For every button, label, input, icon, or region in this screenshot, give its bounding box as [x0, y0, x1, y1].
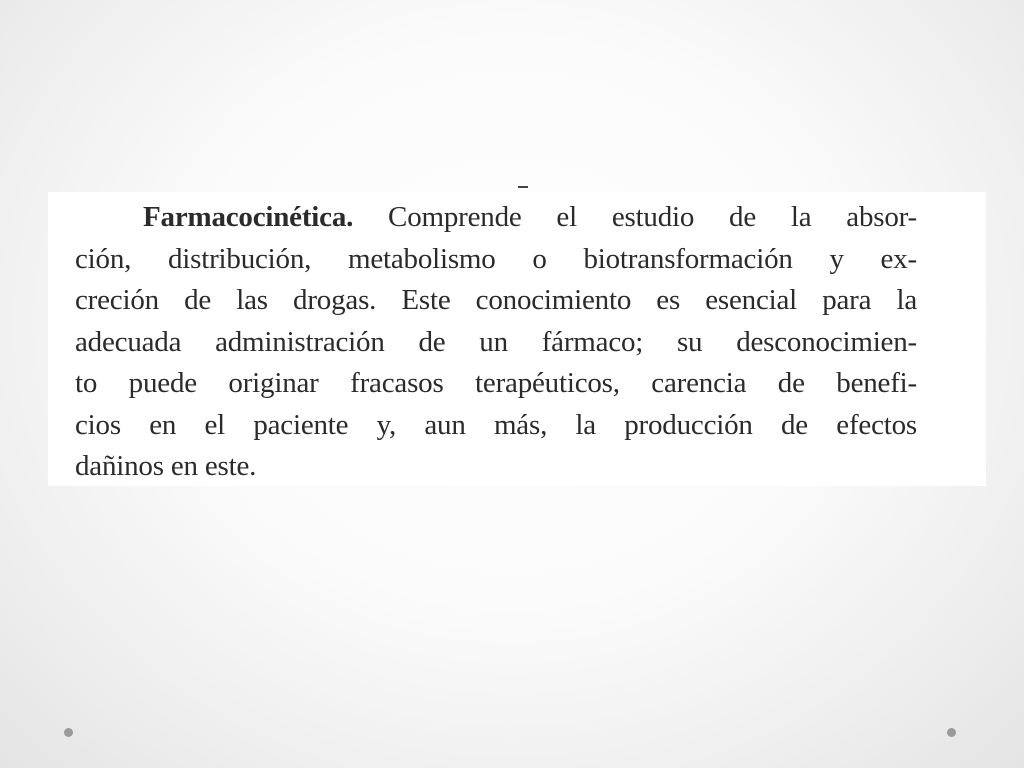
definition-paragraph: [75, 197, 917, 488]
paragraph-line-4: adecuada administración de un fármaco; su desconocimien-: [75, 325, 917, 358]
right-dot-icon: [947, 728, 956, 737]
paragraph-line-3: creción de las drogas. Este conocimiento es esencial para la: [75, 284, 917, 316]
paragraph-line-5: to puede originar fracasos terapéuticos, carencia de benefi-: [75, 367, 917, 399]
term-heading: Farmacocinética.: [143, 201, 354, 233]
text-image-box: [48, 192, 986, 486]
paragraph-line-2: ción, distribución, metabolismo o biotransformación y ex-: [75, 242, 917, 275]
line-1-text: Comprende el estudio de la absor-: [353, 201, 917, 233]
left-dot-icon: [64, 728, 73, 737]
paragraph-line-7: dañinos en este.: [75, 450, 257, 482]
paragraph-line-6: cios en el paciente y, aun más, la producción de efectos: [75, 408, 917, 441]
scan-mark: [518, 186, 528, 188]
paragraph-line-1: [75, 197, 917, 239]
